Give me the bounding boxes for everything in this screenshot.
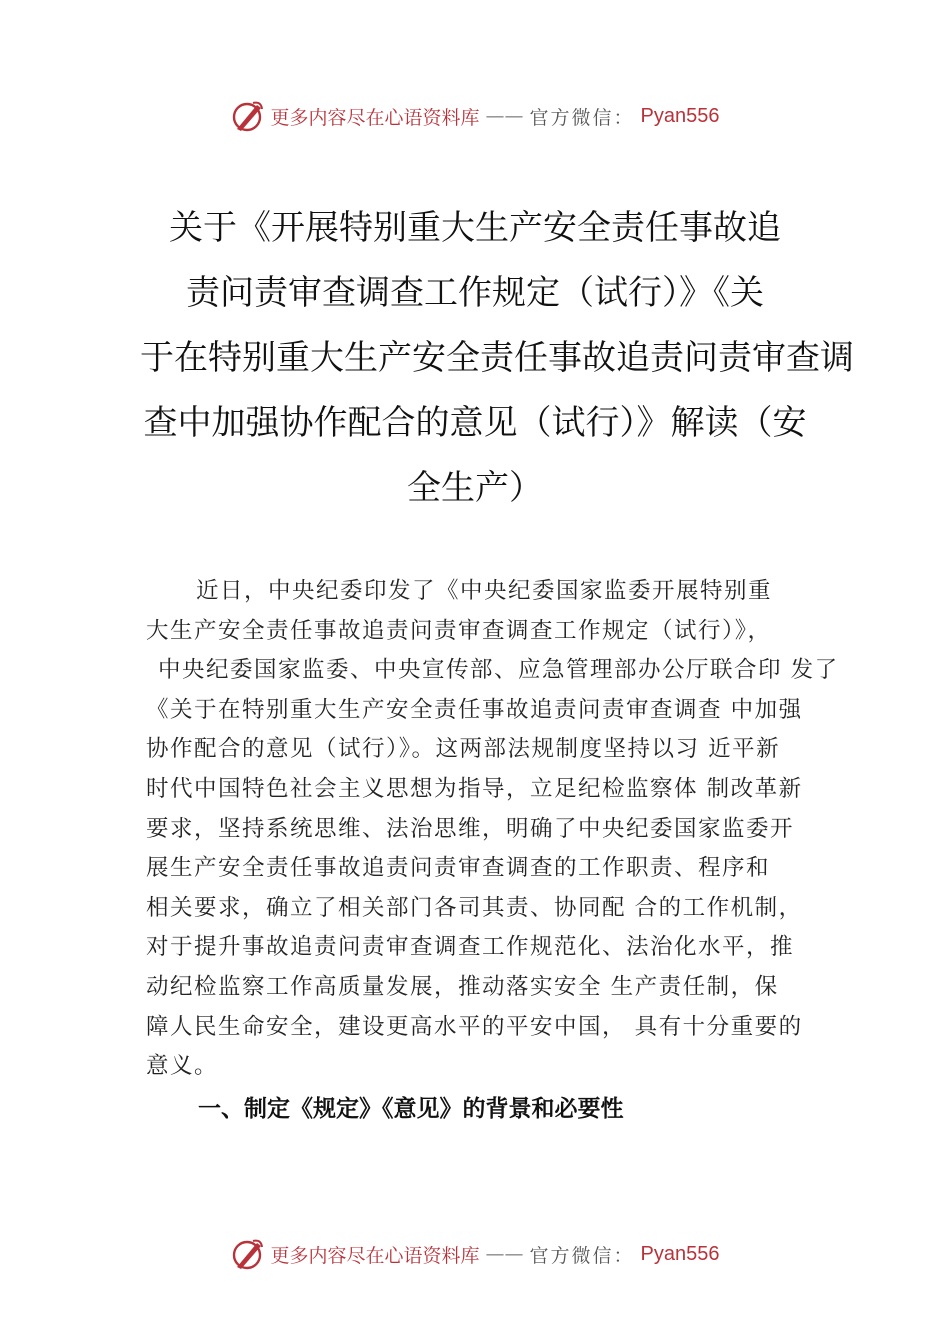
watermark-separator: —— [485, 105, 524, 127]
body-line: 《关于在特别重大生产安全责任事故追责问责审查调查 中加强 [146, 696, 803, 723]
body-line: 中央纪委国家监委、中央宣传部、应急管理部办公厅联合印 发了 [158, 657, 839, 684]
title-line: 关于《开展特别重大生产安全责任事故追 [169, 208, 781, 248]
title-line: 责问责审查调查工作规定（试行）》《关 [186, 273, 764, 313]
document-title [140, 196, 854, 521]
watermark-official-label: 官方微信： [529, 106, 635, 129]
title-line: 全生产） [407, 468, 543, 508]
body-line: 协作配合的意见（试行）》。这两部法规制度坚持以习 近平新 [146, 736, 781, 763]
title-line: 查中加强协作配合的意见（试行）》解读（安 [143, 403, 807, 443]
watermark-footer [0, 1234, 950, 1274]
section-heading: 一、制定《规定》《意见》的背景和必要性 [198, 1096, 624, 1122]
body-line: 要求，坚持系统思维、法治思维，明确了中央纪委国家监委开 [146, 815, 795, 842]
body-line: 近日，中央纪委印发了《中央纪委国家监委开展特别重 [196, 578, 773, 604]
body-line: 大生产安全责任事故追责问责审查调查工作规定（试行）》， [146, 617, 772, 644]
body-paragraph [146, 572, 839, 1087]
title-line: 于在特别重大生产安全责任事故追责问责审查调 [140, 338, 854, 378]
watermark-official-label: 官方微信： [529, 1244, 635, 1267]
watermark-separator: —— [485, 1243, 524, 1265]
watermark-main-text: 更多内容尽在心语资料库 [270, 106, 480, 129]
pen-in-circle-logo-icon [231, 99, 265, 133]
watermark-wechat-id: Pyan556 [640, 104, 720, 127]
watermark-wechat-id: Pyan556 [640, 1242, 720, 1265]
body-line: 展生产安全责任事故追责问责审查调查的工作职责、程序和 [146, 855, 771, 882]
body-line: 时代中国特色社会主义思想为指导，立足纪检监察体 制改革新 [146, 775, 803, 802]
watermark-main-text: 更多内容尽在心语资料库 [270, 1244, 480, 1267]
watermark-header [0, 96, 950, 136]
body-line: 动纪检监察工作高质量发展，推动落实安全 生产责任制，保 [146, 973, 779, 1000]
body-line: 障人民生命安全，建设更高水平的平安中国， 具有十分重要的 [146, 1013, 803, 1040]
body-line: 对于提升事故追责问责审查调查工作规范化、法治化水平，推 [146, 934, 795, 961]
pen-in-circle-logo-icon [231, 1237, 265, 1271]
body-line: 相关要求，确立了相关部门各司其责、协同配 合的工作机制， [146, 894, 803, 921]
body-line: 意义。 [146, 1053, 219, 1080]
